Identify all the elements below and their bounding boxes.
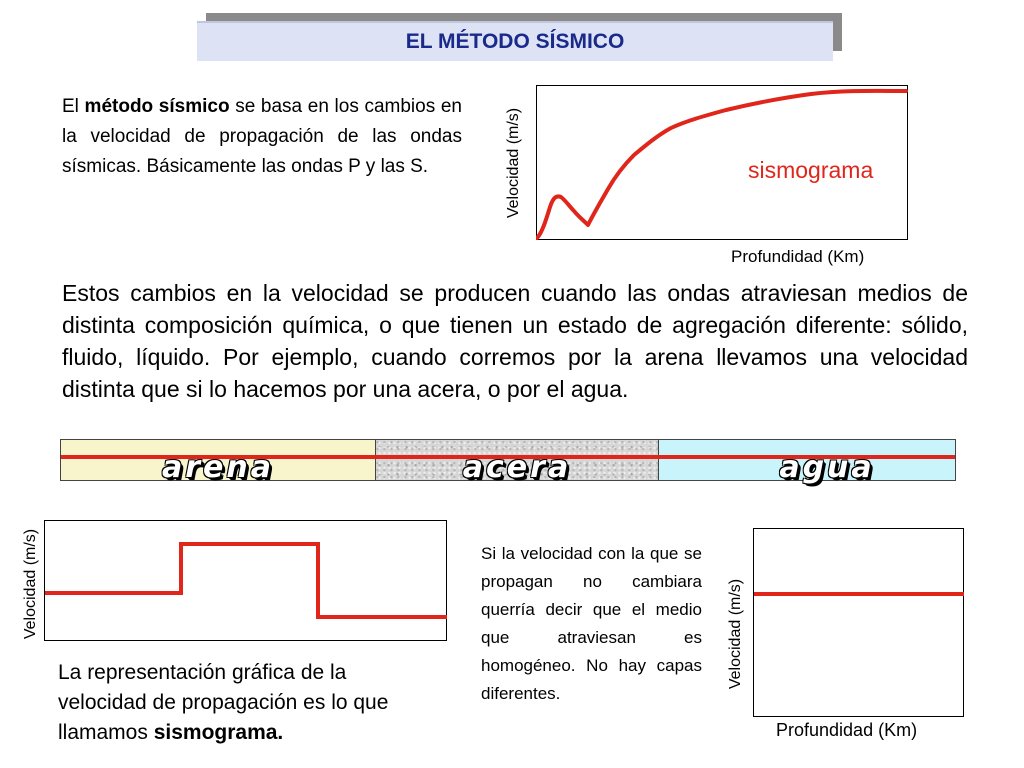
medium-acera [376,440,659,485]
step-chart [44,520,447,641]
sismograma-definition [58,658,438,748]
flat-chart [753,528,964,717]
explanation-paragraph: Estos cambios en la velocidad se producen cuando las ondas atraviesan medios de distinta composición química, o que tienen un estado de agregación diferente: sólido, fluido, líquido. Por ejemplo, cuando corremos por la arena llevamos una velocidad distinta que si lo hacemos por una acera, o por el agua. [62,280,968,402]
intro-bold-term: método sísmico [84,96,230,117]
definition-text: La representación gráfica de la velocidad de propagación es lo que llamamos [58,661,389,744]
intro-paragraph [62,92,462,182]
intro-suffix: se basa en los cambios en la velocidad de propagación de las ondas sísmicas. Básicamente las ondas P y las S. [62,96,462,177]
step-curve [44,520,447,641]
flat-chart-xlabel: Profundidad (Km) [776,720,918,740]
chart-top-xlabel: Profundidad (Km) [731,247,865,266]
intro-prefix: El [62,96,85,117]
sismograma-annotation: sismograma [748,157,874,183]
medium-acera-label: acera [462,449,572,485]
homogeneous-explanation: Si la velocidad con la que se propagan no cambiara querría decir que el medio que atraviesan es homogéneo. No hay capas diferentes. [481,544,702,703]
media-strip [60,439,956,485]
step-chart-ylabel: Velocidad (m/s) [22,528,39,640]
medium-arena-label: arena [162,449,274,485]
definition-bold: sismograma. [153,721,284,744]
page-title: EL MÉTODO SÍSMICO [197,21,833,61]
medium-arena [61,440,376,485]
flat-chart-ylabel: Velocidad (m/s) [727,578,744,690]
medium-agua-label: agua [779,449,875,485]
flat-curve [753,528,964,717]
chart-top-ylabel: Velocidad (m/s) [505,107,522,219]
medium-agua [659,440,955,485]
